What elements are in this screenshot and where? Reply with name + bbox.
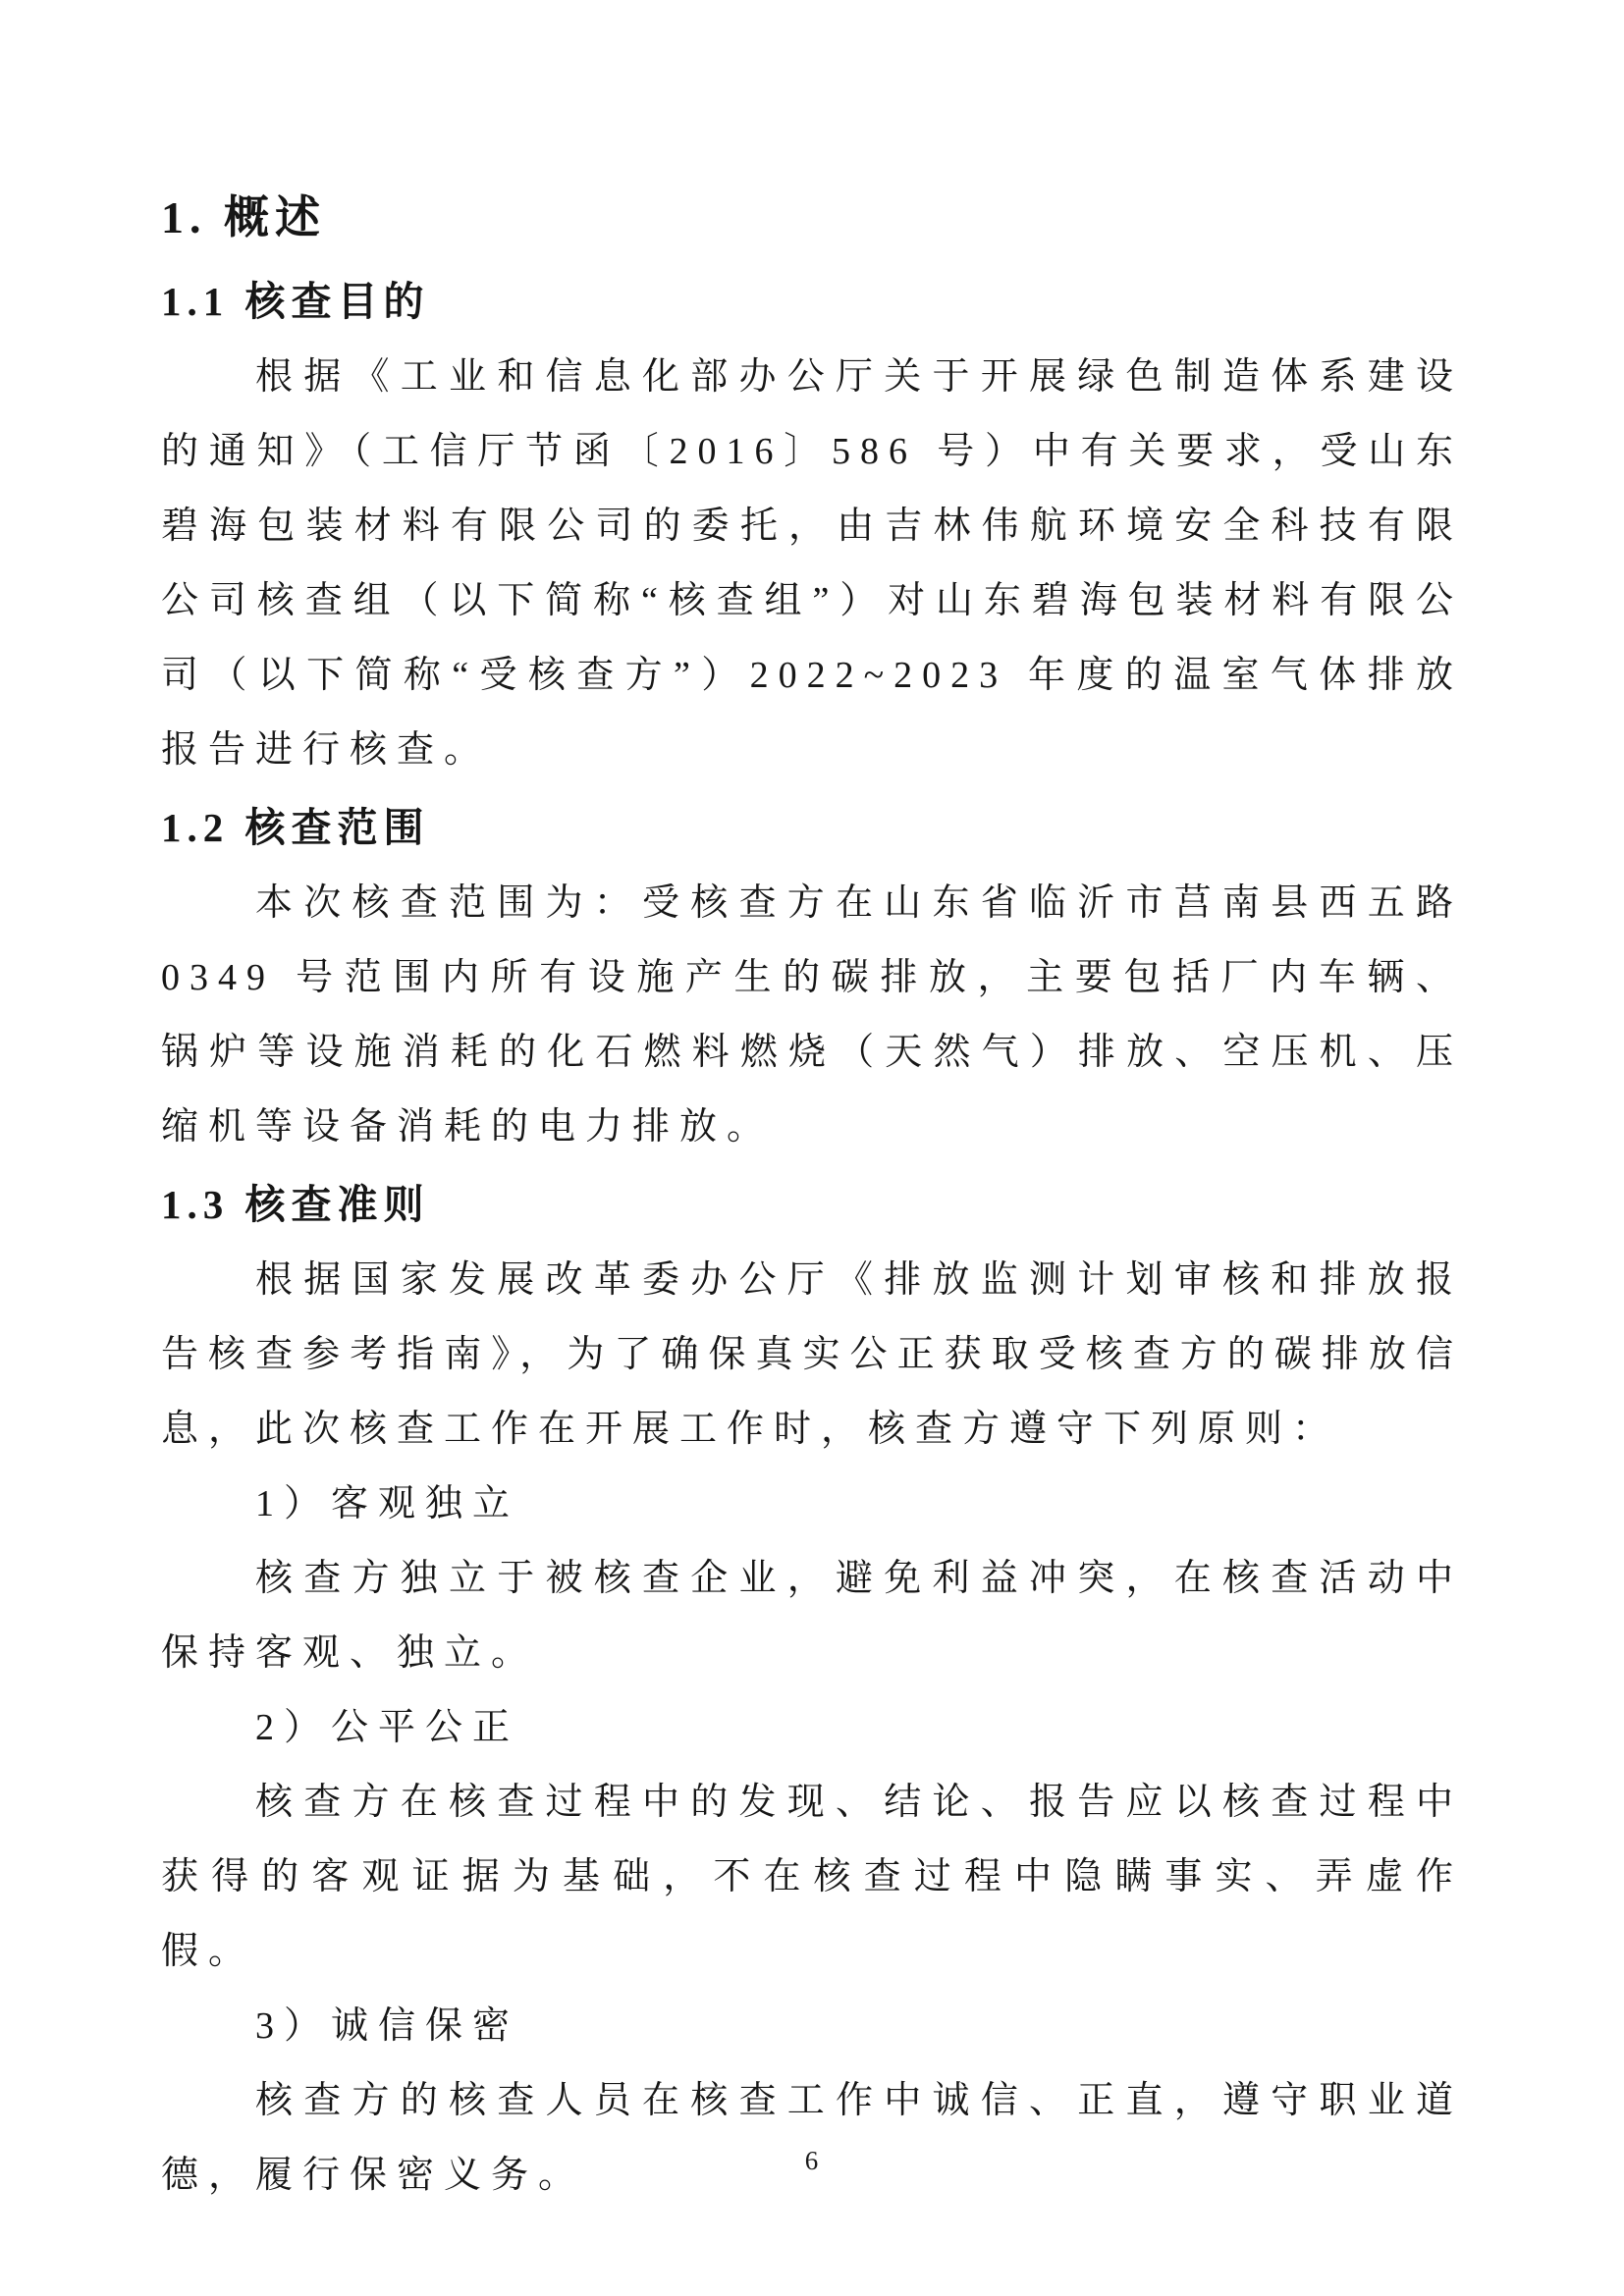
paragraph-verification-scope: 本次核查范围为：受核查方在山东省临沂市莒南县西五路 0349 号范围内所有设施产生的碳排放，主要包括厂内车辆、锅炉等设施消耗的化石燃料燃烧（天然气）排放、空压机、压缩机等设备消耗的电力排放。	[161, 882, 1463, 1148]
principle-1-body: 核查方独立于被核查企业，避免利益冲突，在核查活动中保持客观、独立。	[161, 1558, 1463, 1674]
paragraph-verification-criteria-intro: 根据国家发展改革委办公厅《排放监测计划审核和排放报告核查参考指南》，为了确保真实公正获取受核查方的碳排放信息，此次核查工作在开展工作时，核查方遵守下列原则：	[161, 1259, 1463, 1450]
page-number: 6	[804, 2146, 820, 2175]
principle-1-title: 1）客观独立	[255, 1483, 520, 1524]
principle-3-body: 核查方的核查人员在核查工作中诚信、正直，遵守职业道德，履行保密义务。	[161, 2080, 1463, 2196]
section-heading-1-2: 1.2 核查范围	[161, 805, 430, 850]
principle-2-title: 2）公平公正	[255, 1707, 520, 1748]
paragraph-verification-purpose: 根据《工业和信息化部办公厅关于开展绿色制造体系建设的通知》（工信厅节函〔2016〕586 号）中有关要求，受山东碧海包装材料有限公司的委托，由吉林伟航环境安全科技有限公司核查组（以下简称“核查组”）对山东碧海包装材料有限公司（以下简称“受核查方”）2022~2023 年度的温室气体排放报告进行核查。	[161, 356, 1463, 771]
principle-3-title: 3）诚信保密	[255, 2005, 520, 2047]
principle-2-body: 核查方在核查过程中的发现、结论、报告应以核查过程中获得的客观证据为基础，不在核查过程中隐瞒事实、弄虚作假。	[161, 1782, 1463, 1972]
document-content	[161, 179, 1463, 2213]
chapter-heading: 1. 概述	[161, 192, 326, 242]
section-heading-1-3: 1.3 核查准则	[161, 1182, 430, 1227]
section-heading-1-1: 1.1 核查目的	[161, 279, 430, 324]
